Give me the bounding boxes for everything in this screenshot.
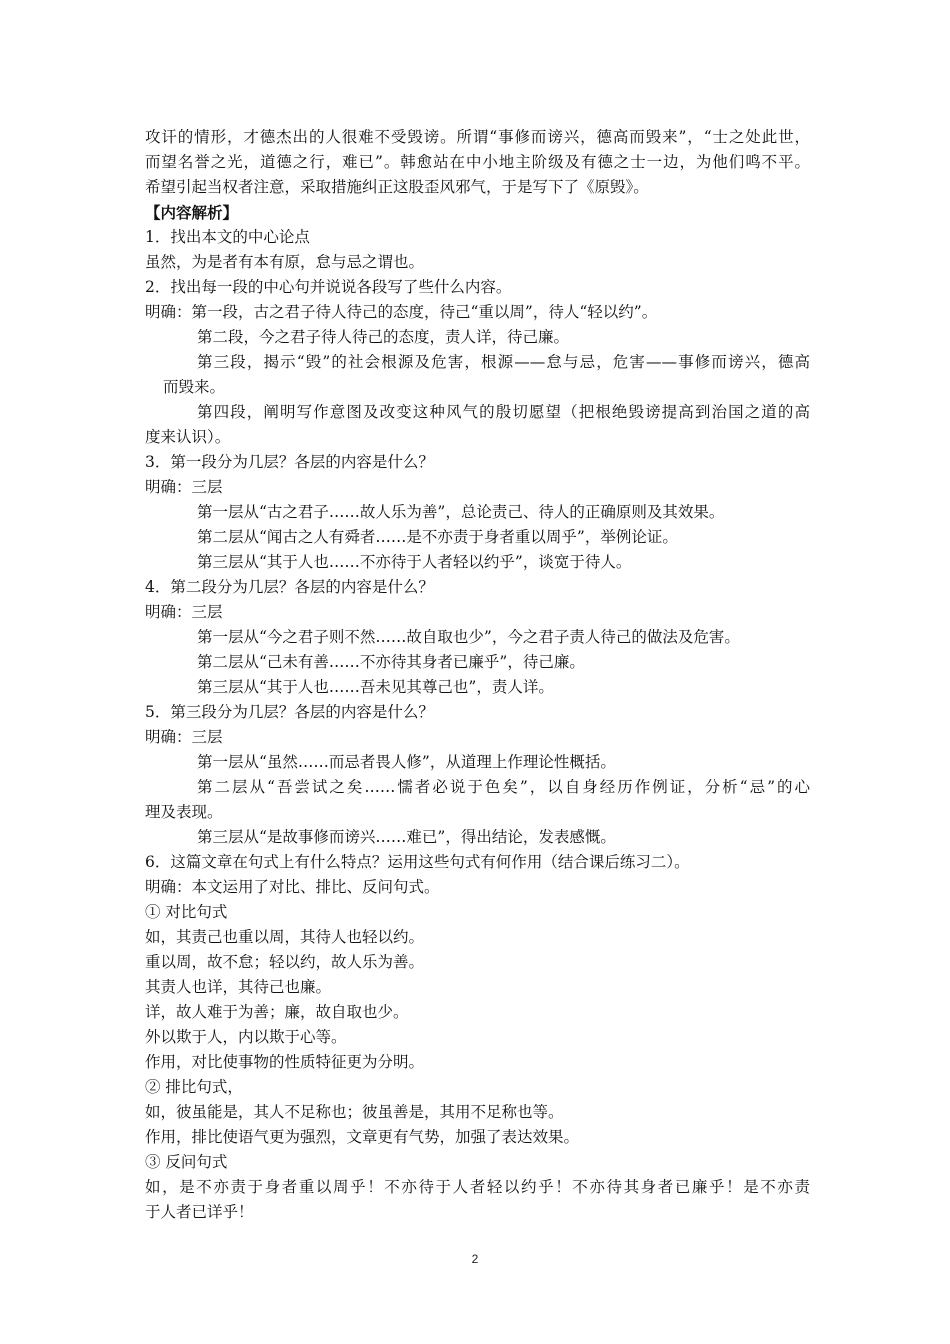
answer-line: 第一层从“今之君子则不然……故自取也少”，今之君子责人待己的做法及危害。	[197, 628, 740, 646]
example-line: 如，其责己也重以周，其待人也轻以约。	[145, 928, 425, 946]
list-heading: ① 对比句式	[145, 903, 228, 921]
answer-line: 而毁来。	[163, 378, 226, 396]
answer-line: 第二层从“己未有善……不亦待其身者已廉乎”，待己廉。	[197, 653, 585, 671]
example-line: 如，彼虽能是，其人不足称也；彼虽善是，其用不足称也等。	[145, 1103, 564, 1121]
answer-line: 第二段，今之君子待人待己的态度，责人详，待己廉。	[197, 328, 570, 346]
question-line: 5．第三段分为几层？各层的内容是什么？	[145, 703, 434, 721]
answer-line: 明确：三层	[145, 603, 223, 621]
list-heading: ③ 反问句式	[145, 1153, 228, 1171]
question-line: 2．找出每一段的中心句并说说各段写了些什么内容。	[145, 278, 512, 296]
example-line: 作用，对比使事物的性质特征更为分明。	[145, 1053, 425, 1071]
page-number: 2	[471, 1252, 479, 1266]
paragraph-line: 攻讦的情形，才德杰出的人很难不受毁谤。所谓“事修而谤兴，德高而毁来”，“士之处此世，	[145, 128, 810, 146]
answer-line: 第四段，阐明写作意图及改变这种风气的殷切愿望（把根绝毁谤提高到治国之道的高	[197, 403, 810, 421]
answer-line: 明确：三层	[145, 478, 223, 496]
example-line: 作用，排比使语气更为强烈，文章更有气势，加强了表达效果。	[145, 1128, 580, 1146]
answer-line: 度来认识）。	[145, 428, 231, 446]
answer-line: 明确：第一段，古之君子待人待己的态度，待己“重以周”，待人“轻以约”。	[145, 303, 658, 321]
example-line: 其责人也详，其待己也廉。	[145, 978, 332, 996]
answer-line: 理及表现。	[145, 803, 223, 821]
answer-line: 明确：三层	[145, 728, 223, 746]
paragraph-line: 而望名誉之光，道德之行，难已”。韩愈站在中小地主阶级及有德之士一边，为他们鸣不平。	[145, 153, 810, 171]
question-line: 3．第一段分为几层？各层的内容是什么？	[145, 453, 434, 471]
answer-line: 第三段，揭示“毁”的社会根源及危害，根源——怠与忌，危害——事修而谤兴，德高	[197, 353, 810, 371]
answer-line: 第三层从“其于人也……不亦待于人者轻以约乎”，谈宽于待人。	[197, 553, 632, 571]
answer-line: 明确：本文运用了对比、排比、反问句式。	[145, 878, 440, 896]
answer-line: 第二层从“闻古之人有舜者……是不亦责于身者重以周乎”，举例论证。	[197, 528, 678, 546]
document-body	[145, 125, 810, 1225]
question-line: 6．这篇文章在句式上有什么特点？运用这些句式有何作用（结合课后练习二）。	[145, 853, 690, 871]
answer-line: 第三层从“其于人也……吾未见其尊己也”，责人详。	[197, 678, 554, 696]
answer-line: 第三层从“是故事修而谤兴……难已”，得出结论，发表感慨。	[197, 828, 616, 846]
example-line: 如，是不亦责于身者重以周乎！不亦待于人者轻以约乎！不亦待其身者已廉乎！是不亦责	[145, 1178, 810, 1196]
example-line: 外以欺于人，内以欺于心等。	[145, 1028, 347, 1046]
answer-line: 第二层从“吾尝试之矣……懦者必说于色矣”，以自身经历作例证，分析“忌”的心	[197, 778, 810, 796]
example-line: 详，故人难于为善；廉，故自取也少。	[145, 1003, 409, 1021]
paragraph-line: 希望引起当权者注意，采取措施纠正这股歪风邪气，于是写下了《原毁》。	[145, 178, 649, 196]
question-line: 1．找出本文的中心论点	[145, 228, 310, 246]
example-line: 于人者已详乎！	[145, 1203, 254, 1221]
list-heading: ② 排比句式，	[145, 1078, 243, 1096]
answer-line: 第一层从“古之君子……故人乐为善”，总论责己、待人的正确原则及其效果。	[197, 503, 725, 521]
answer-line: 虽然，为是者有本有原，怠与忌之谓也。	[145, 253, 425, 271]
question-line: 4．第二段分为几层？各层的内容是什么？	[145, 578, 434, 596]
answer-line: 第一层从“虽然……而忌者畏人修”，从道理上作理论性概括。	[197, 753, 616, 771]
section-heading: 【内容解析】	[145, 203, 239, 222]
example-line: 重以周，故不怠；轻以约，故人乐为善。	[145, 953, 425, 971]
